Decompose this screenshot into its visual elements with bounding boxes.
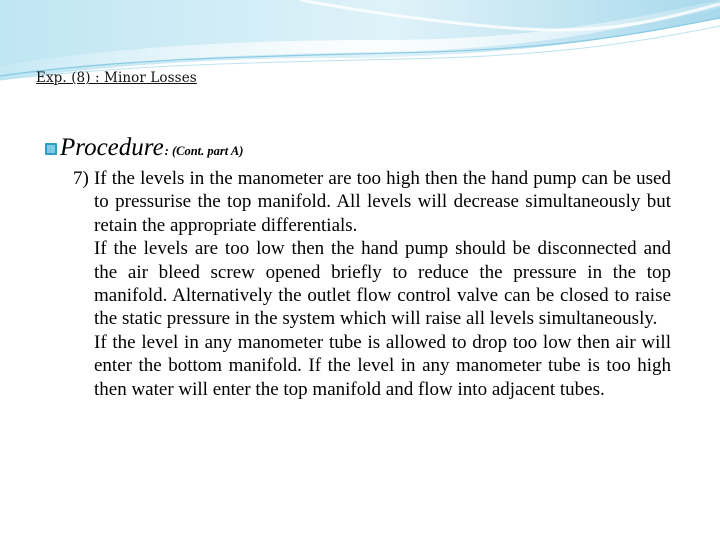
procedure-note-air-water: If the level in any manometer tube is allowed to drop too low then air will enter the bottom manifold. If the level in any manometer tube is too high then water will enter the top manifold and flow into adjacent tubes. xyxy=(94,331,671,400)
procedure-body xyxy=(73,167,671,401)
slide-subject: Exp. (8) : Minor Losses xyxy=(36,70,197,86)
procedure-step-7: 7) If the levels in the manometer are too high then the hand pump can be used to pressurise the top manifold. All levels will decrease simultaneously but retain the appropriate differentials. xyxy=(73,168,671,236)
heading-title: Procedure xyxy=(60,134,164,161)
slide-heading xyxy=(44,134,243,162)
checkbox-square-icon xyxy=(44,142,58,156)
heading-subtitle: : (Cont. part A) xyxy=(164,144,244,158)
procedure-note-low-levels: If the levels are too low then the hand pump should be disconnected and the air bleed screw opened briefly to reduce the pressure in the top manifold. Alternatively the outlet flow control valve can be closed to raise the static pressure in the system which will raise all levels simultaneously. xyxy=(94,238,671,330)
